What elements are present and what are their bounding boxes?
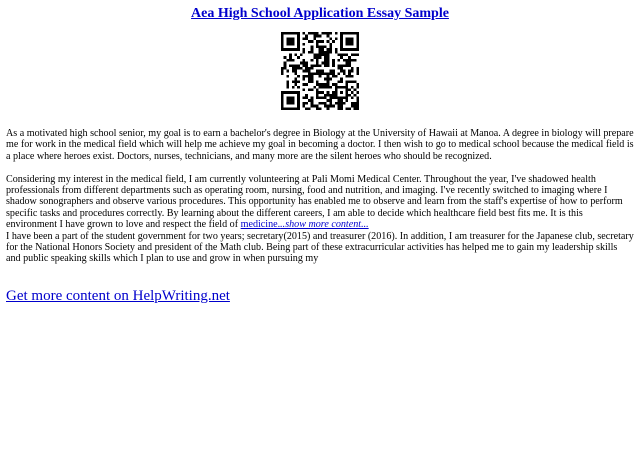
footer-link[interactable]: Get more content on HelpWriting.net (6, 288, 230, 304)
show-more-link[interactable]: ..show more content... (280, 219, 369, 231)
essay-body (6, 128, 634, 265)
page-title (0, 6, 640, 22)
medicine-link[interactable]: medicine. (240, 219, 281, 231)
paragraph-1: As a motivated high school senior, my goal is to earn a bachelor's degree in Biology at the University of Hawaii at Manoa. A degree in biology will prepare me for work in the medical field which will help me achieve my goal in becoming a doctor. I then wish to go to medical school because the medical field is a place where heroes exist. Doctors, nurses, technicians, and many more are the silent heroes who should be recognized. (6, 128, 634, 162)
qr-code-icon (281, 32, 359, 110)
paragraph-3: I have been a part of the student government for two years; secretary(2015) and treasurer (2016). In addition, I am treasurer for the Japanese club, secretary for the National Honors Society and president of the Math club. Being part of these extracurricular activities has helped me to gain my leadership skills and public speaking skills which I plan to use and grow in when pursuing my (6, 230, 634, 265)
title-link[interactable]: Aea High School Application Essay Sample (191, 6, 449, 21)
paragraph-2-text: Considering my interest in the medical field, I am currently volunteering at Pali Momi Medical Center. Throughout the year, I've shadowed health professionals from different departments such as operating room, nursing, food and nutrition, and imaging. I've recently switched to imaging where I shadow sonographers and observe various procedures. This opportunity has enabled me to observe and learn from the staff's expertise of how to perform specific tasks and procedures correctly. By learning about the different careers, I am able to decide which healthcare field best fits me. It is this environment I have grown to love and respect the field of (6, 173, 623, 231)
paragraph-2 (6, 174, 634, 231)
